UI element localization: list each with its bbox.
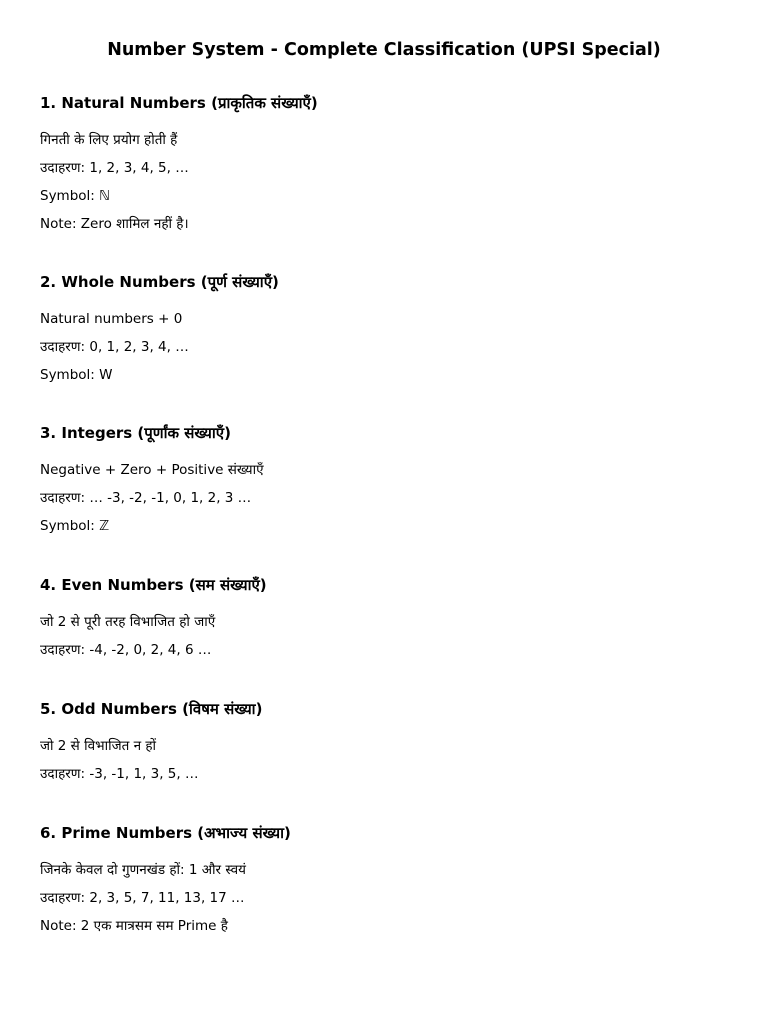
- section-line: उदाहरण: 0, 1, 2, 3, 4, …: [40, 339, 189, 355]
- section-line: उदाहरण: … -3, -2, -1, 0, 1, 2, 3 …: [40, 490, 252, 506]
- section-even-numbers: [40, 574, 740, 668]
- section-line: Note: 2 एक मात्रसम सम Prime है: [40, 918, 228, 934]
- section-whole-numbers: [40, 271, 740, 393]
- section-line: Natural numbers + 0: [40, 311, 183, 327]
- section-line: Symbol: ℕ: [40, 188, 110, 204]
- document-title: Number System - Complete Classification (UPSI Special): [107, 40, 661, 60]
- section-line: Note: Zero शामिल नहीं है।: [40, 216, 189, 232]
- section-natural-numbers: [40, 92, 740, 242]
- section-odd-numbers: [40, 698, 740, 792]
- section-line: Negative + Zero + Positive संख्याएँ: [40, 462, 264, 478]
- section-line: जिनके केवल दो गुणनखंड हों: 1 और स्वयं: [40, 862, 246, 878]
- section-heading: 3. Integers (पूर्णांक संख्याएँ): [40, 424, 231, 442]
- section-line: Symbol: W: [40, 367, 113, 383]
- section-line: गिनती के लिए प्रयोग होती हैं: [40, 132, 178, 148]
- section-integers: [40, 422, 740, 544]
- section-line: जो 2 से विभाजित न हों: [40, 738, 157, 754]
- section-heading: 2. Whole Numbers (पूर्ण संख्याएँ): [40, 273, 279, 291]
- section-heading: 5. Odd Numbers (विषम संख्या): [40, 700, 263, 718]
- section-heading: 6. Prime Numbers (अभाज्य संख्या): [40, 824, 291, 842]
- section-line: उदाहरण: -3, -1, 1, 3, 5, …: [40, 766, 199, 782]
- section-heading: 4. Even Numbers (सम संख्याएँ): [40, 576, 267, 594]
- section-line: जो 2 से पूरी तरह विभाजित हो जाएँ: [40, 614, 216, 630]
- section-line: उदाहरण: 2, 3, 5, 7, 11, 13, 17 …: [40, 890, 245, 906]
- section-prime-numbers: [40, 822, 740, 944]
- section-heading: 1. Natural Numbers (प्राकृतिक संख्याएँ): [40, 94, 318, 112]
- section-line: उदाहरण: 1, 2, 3, 4, 5, …: [40, 160, 189, 176]
- section-line: Symbol: ℤ: [40, 518, 110, 534]
- section-line: उदाहरण: -4, -2, 0, 2, 4, 6 …: [40, 642, 212, 658]
